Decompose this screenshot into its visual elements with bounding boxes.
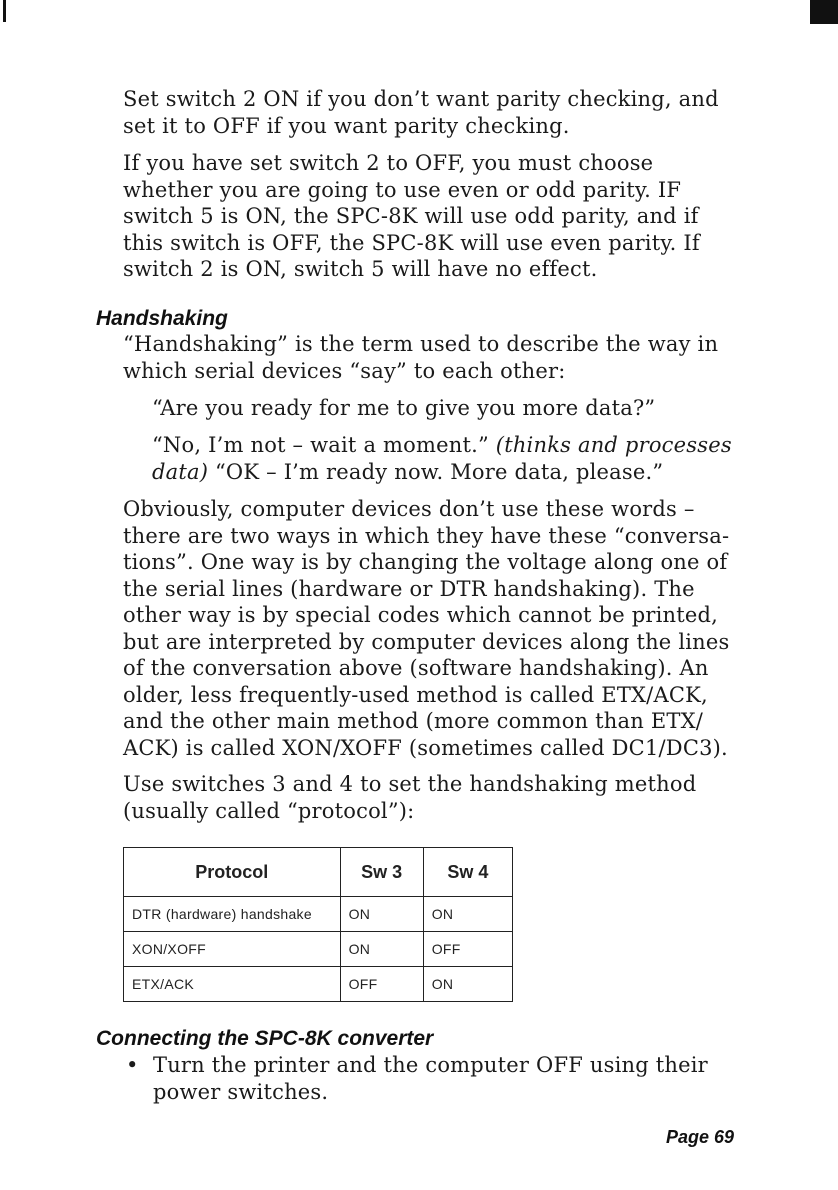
table-row	[124, 897, 513, 932]
cell-sw4: ON	[423, 897, 512, 932]
cell-sw3: OFF	[340, 967, 423, 1002]
instruction-list	[123, 1052, 763, 1105]
handshaking-heading: Handshaking	[96, 307, 228, 330]
switches-paragraph: Use switches 3 and 4 to set the handshaking method (usually called “protocol”):	[123, 772, 697, 823]
scan-edge-mark-right	[810, 0, 838, 24]
scan-edge-mark-left	[3, 0, 6, 22]
parity-paragraph-1: Set switch 2 ON if you don’t want parity checking, and set it to OFF if you want parity checking.	[123, 87, 719, 138]
cell-protocol: DTR (hardware) handshake	[124, 897, 341, 932]
table-row	[124, 932, 513, 967]
handshaking-explanation-paragraph: Obviously, computer devices don’t use these words – there are two ways in which they have these “conversa- tions”. One way is by changing the voltage along one of the serial lines (hardware or DTR handshaking). The other way is by special codes which cannot be printed, but are interpreted by computer devices along the lines of the conversation above (software handshaking). An older, less frequently-used method is called ETX/ACK, and the other main method (more common than ETX/ ACK) is called XON/XOFF (sometimes called DC1/DC3).	[123, 497, 730, 760]
cell-sw3: ON	[340, 897, 423, 932]
quote-not-ready: “No, I’m not – wait a moment.” (thinks and processes data) “OK – I’m ready now. More data, please.”	[152, 433, 732, 484]
list-item: • Turn the printer and the computer OFF using their power switches.	[126, 1053, 708, 1104]
bullet-icon: •	[126, 1053, 139, 1077]
header-protocol: Protocol	[124, 848, 341, 897]
table-header-row	[124, 848, 513, 897]
quote-ready: “Are you ready for me to give you more data?”	[152, 396, 656, 420]
cell-sw4: OFF	[423, 932, 512, 967]
header-sw4: Sw 4	[423, 848, 512, 897]
cell-sw4: ON	[423, 967, 512, 1002]
table-row	[124, 967, 513, 1002]
cell-protocol: XON/XOFF	[124, 932, 341, 967]
connecting-heading: Connecting the SPC-8K converter	[96, 1027, 434, 1050]
cell-sw3: ON	[340, 932, 423, 967]
page-number: Page 69	[665, 1127, 734, 1147]
header-sw3: Sw 3	[340, 848, 423, 897]
handshaking-intro-paragraph: “Handshaking” is the term used to describe the way in which serial devices “say” to each other:	[123, 332, 719, 383]
parity-paragraph-2: If you have set switch 2 to OFF, you must choose whether you are going to use even or odd parity. IF switch 5 is ON, the SPC-8K will use odd parity, and if this switch is OFF, the SPC-8K will use even parity. If switch 2 is ON, switch 5 will have no effect.	[123, 151, 700, 281]
protocol-table	[123, 847, 513, 1002]
cell-protocol: ETX/ACK	[124, 967, 341, 1002]
